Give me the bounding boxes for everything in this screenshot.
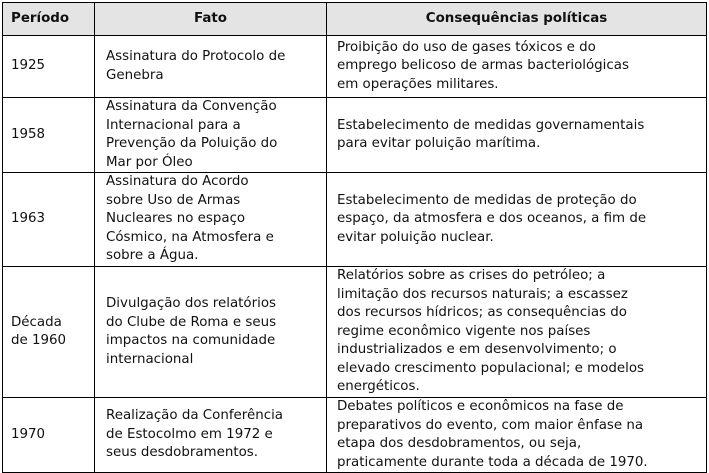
table-row: [3, 36, 707, 98]
cell-fato-line: Divulgação dos relatórios: [106, 296, 277, 311]
cell-periodo-line: Década: [11, 314, 62, 330]
cell-periodo: [3, 98, 95, 173]
cell-consequencias-line: praticamente durante toda a década de 1970.: [337, 454, 648, 470]
header-consequencias: Consequências políticas: [327, 3, 707, 36]
cell-consequencias-line: industrializados e em desenvolvimento; o: [337, 342, 617, 358]
cell-fato-line: Assinatura da Convenção: [106, 99, 277, 114]
cell-fato-line: impactos na comunidade: [106, 333, 276, 348]
cell-fato: [95, 36, 327, 98]
cell-fato-line: Genebra: [106, 67, 164, 83]
cell-consequencias-line: etapa dos desdobramentos, ou seja,: [337, 436, 582, 451]
cell-fato-line: de Estocolmo em 1972 e: [106, 426, 273, 442]
cell-fato: [95, 98, 327, 173]
cell-fato-line: Assinatura do Acordo: [106, 174, 249, 190]
cell-fato-line: Realização da Conferência: [106, 408, 284, 424]
cell-fato-line: do Clube de Roma e seus: [106, 314, 277, 330]
cell-consequencias-line: evitar poluição nuclear.: [337, 229, 494, 245]
cell-consequencias-line: Estabelecimento de medidas de proteção do: [337, 192, 637, 208]
cell-fato-line: Mar por Óleo: [106, 154, 193, 170]
cell-fato: [95, 267, 327, 398]
cell-periodo-line: 1958: [11, 126, 46, 142]
header-periodo: Período: [3, 3, 95, 36]
table-row: [3, 173, 707, 267]
cell-consequencias: [327, 98, 707, 173]
cell-consequencias-line: preparativos do evento, com maior ênfase na: [337, 417, 644, 433]
cell-periodo: [3, 267, 95, 398]
cell-periodo-line: 1963: [11, 211, 46, 227]
history-table: [2, 2, 707, 473]
header-fato: Fato: [95, 3, 327, 36]
table-row: [3, 398, 707, 473]
cell-consequencias-line: energéticos.: [337, 379, 420, 395]
cell-fato-line: sobre Uso de Armas: [106, 192, 241, 208]
cell-consequencias-line: dos recursos hídricos; as consequências do: [337, 305, 627, 321]
cell-consequencias: [327, 36, 707, 98]
cell-consequencias-line: limitação dos recursos naturais; a escassez: [337, 286, 628, 302]
cell-fato: [95, 173, 327, 267]
cell-fato-line: Nucleares no espaço: [106, 211, 246, 227]
cell-consequencias-line: espaço, da atmosfera e dos oceanos, a fim de: [337, 211, 647, 227]
table-row: [3, 98, 707, 173]
cell-fato: [95, 398, 327, 473]
cell-consequencias-line: Relatórios sobre as crises do petróleo; a: [337, 268, 606, 284]
cell-periodo-line: 1970: [11, 426, 46, 442]
cell-consequencias-line: Debates políticos e econômicos na fase de: [337, 399, 624, 414]
cell-consequencias-line: elevado crescimento populacional; e modelos: [337, 360, 645, 376]
cell-fato-line: Prevenção da Poluição do: [106, 136, 278, 151]
cell-consequencias-line: emprego belicoso de armas bacteriológicas: [337, 58, 629, 74]
cell-consequencias-line: Proibição do uso de gases tóxicos e do: [337, 39, 596, 55]
cell-fato-line: seus desdobramentos.: [106, 445, 258, 461]
cell-fato-line: Cósmico, na Atmosfera e: [106, 229, 274, 245]
cell-consequencias-line: regime econômico vigente nos países: [337, 323, 591, 339]
cell-periodo-line: 1925: [11, 58, 46, 74]
header-row: [3, 3, 707, 36]
cell-periodo: [3, 173, 95, 267]
cell-fato-line: internacional: [106, 351, 194, 367]
cell-consequencias: [327, 173, 707, 267]
cell-consequencias: [327, 398, 707, 473]
cell-fato-line: Internacional para a: [106, 117, 241, 133]
table-row: [3, 267, 707, 398]
cell-consequencias-line: em operações militares.: [337, 76, 499, 92]
cell-consequencias: [327, 267, 707, 398]
cell-periodo-line: de 1960: [11, 333, 67, 348]
cell-consequencias-line: para evitar poluição marítima.: [337, 136, 541, 151]
cell-fato-line: Assinatura do Protocolo de: [106, 49, 286, 64]
cell-periodo: [3, 398, 95, 473]
cell-fato-line: sobre a Água.: [106, 248, 199, 264]
cell-consequencias-line: Estabelecimento de medidas governamentais: [337, 117, 645, 133]
cell-periodo: [3, 36, 95, 98]
